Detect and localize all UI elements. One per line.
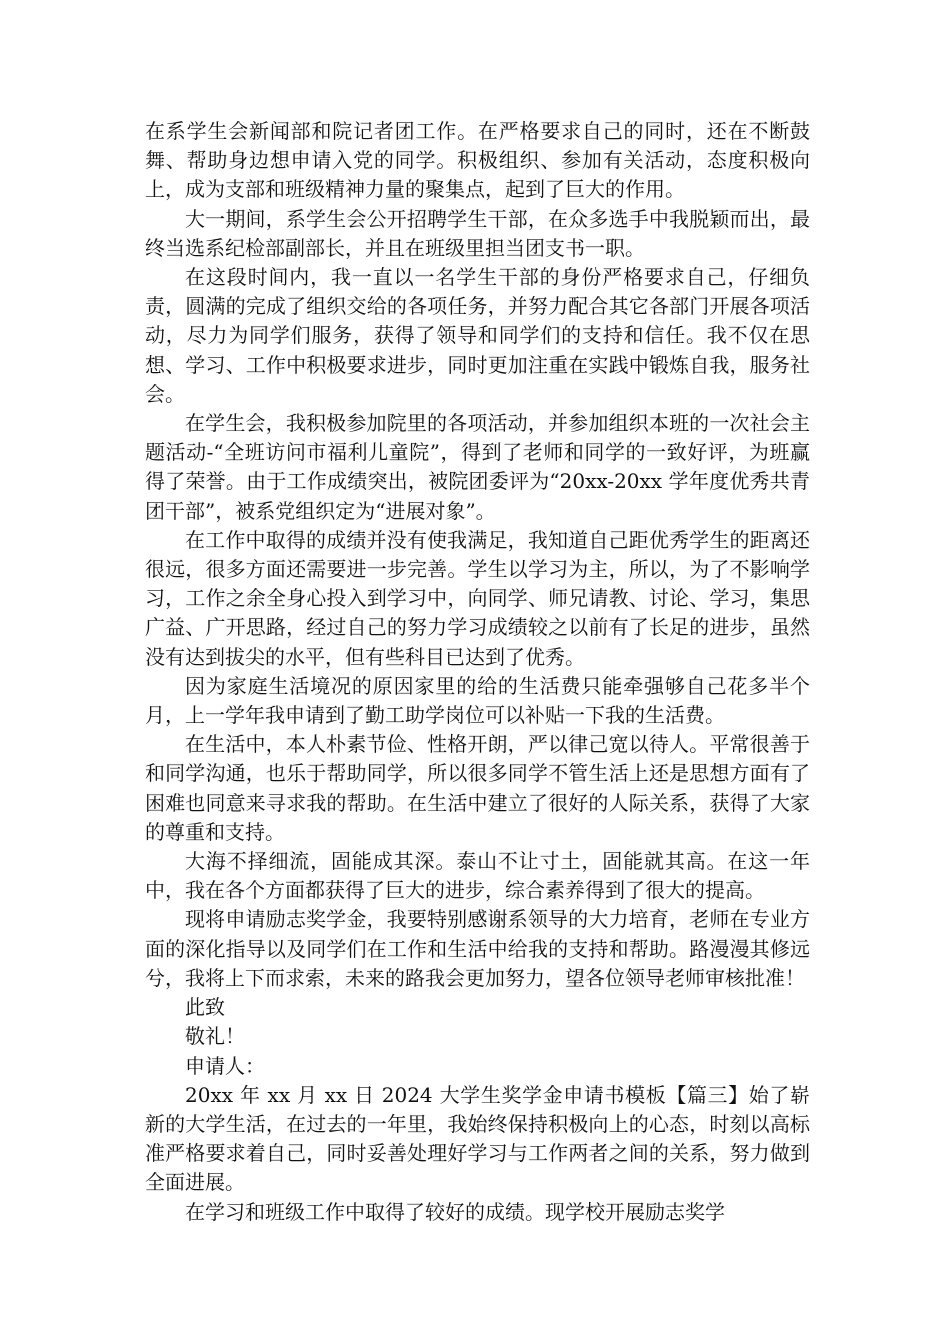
document-page	[145, 117, 810, 1227]
closing-regards: 敬礼！	[185, 1024, 245, 1049]
paragraph-1: 在系学生会新闻部和院记者团工作。在严格要求自己的同时，还在不断鼓舞、帮助身边想申请入党的同学。积极组织、参加有关活动，态度积极向上，成为支部和班级精神力量的聚集点，起到了巨大的作用。	[145, 119, 810, 202]
applicant-label: 申请人：	[185, 1053, 265, 1078]
paragraph-last: 在学习和班级工作中取得了较好的成绩。现学校开展励志奖学	[185, 1199, 725, 1224]
paragraph-3: 在这段时间内，我一直以一名学生干部的身份严格要求自己，仔细负责，圆满的完成了组织交给的各项任务，并努力配合其它各部门开展各项活动，尽力为同学们服务，获得了领导和同学们的支持和信任。我不仅在思想、学习、工作中积极要求进步，同时更加注重在实践中锻炼自我，服务社会。	[145, 265, 810, 406]
paragraph-date-and-part-three: 20xx 年 xx 月 xx 日 2024 大学生奖学金申请书模板【篇三】始了崭新的大学生活，在过去的一年里，我始终保持积极向上的心态，时刻以高标准严格要求着自己，同时妥善处理好学习与工作两者之间的关系，努力做到全面进展。	[145, 1082, 810, 1195]
paragraph-5: 在工作中取得的成绩并没有使我满足，我知道自己距优秀学生的距离还很远，很多方面还需要进一步完善。学生以学习为主，所以，为了不影响学习，工作之余全身心投入到学习中，向同学、师兄请教、讨论、学习，集思广益、广开思路，经过自己的努力学习成绩较之以前有了长足的进步，虽然没有达到拔尖的水平，但有些科目已达到了优秀。	[145, 527, 810, 669]
paragraph-9: 现将申请励志奖学金，我要特别感谢系领导的大力培育，老师在专业方面的深化指导以及同学们在工作和生活中给我的支持和帮助。路漫漫其修远兮，我将上下而求索，未来的路我会更加努力，望各位领导老师审核批准！	[145, 907, 810, 990]
paragraph-7: 在生活中，本人朴素节俭、性格开朗，严以律己宽以待人。平常很善于和同学沟通，也乐于帮助同学，所以很多同学不管生活上还是思想方面有了困难也同意来寻求我的帮助。在生活中建立了很好的人际关系，获得了大家的尊重和支持。	[145, 732, 810, 844]
paragraph-8: 大海不择细流，固能成其深。泰山不让寸土，固能就其高。在这一年中，我在各个方面都获得了巨大的进步，综合素养得到了很大的提高。	[145, 849, 810, 903]
paragraph-4: 在学生会，我积极参加院里的各项活动，并参加组织本班的一次社会主题活动-“全班访问市福利儿童院”，得到了老师和同学的一致好评，为班赢得了荣誉。由于工作成绩突出，被院团委评为“20xx-20xx 学年度优秀共青团干部”，被系党组织定为“进展对象”。	[145, 411, 810, 523]
paragraph-6: 因为家庭生活境况的原因家里的给的生活费只能牵强够自己花多半个月，上一学年我申请到了勤工助学岗位可以补贴一下我的生活费。	[145, 673, 810, 728]
closing-salutation: 此致	[185, 995, 225, 1020]
paragraph-2: 大一期间，系学生会公开招聘学生干部，在众多选手中我脱颖而出，最终当选系纪检部副部长，并且在班级里担当团支书一职。	[145, 206, 810, 260]
